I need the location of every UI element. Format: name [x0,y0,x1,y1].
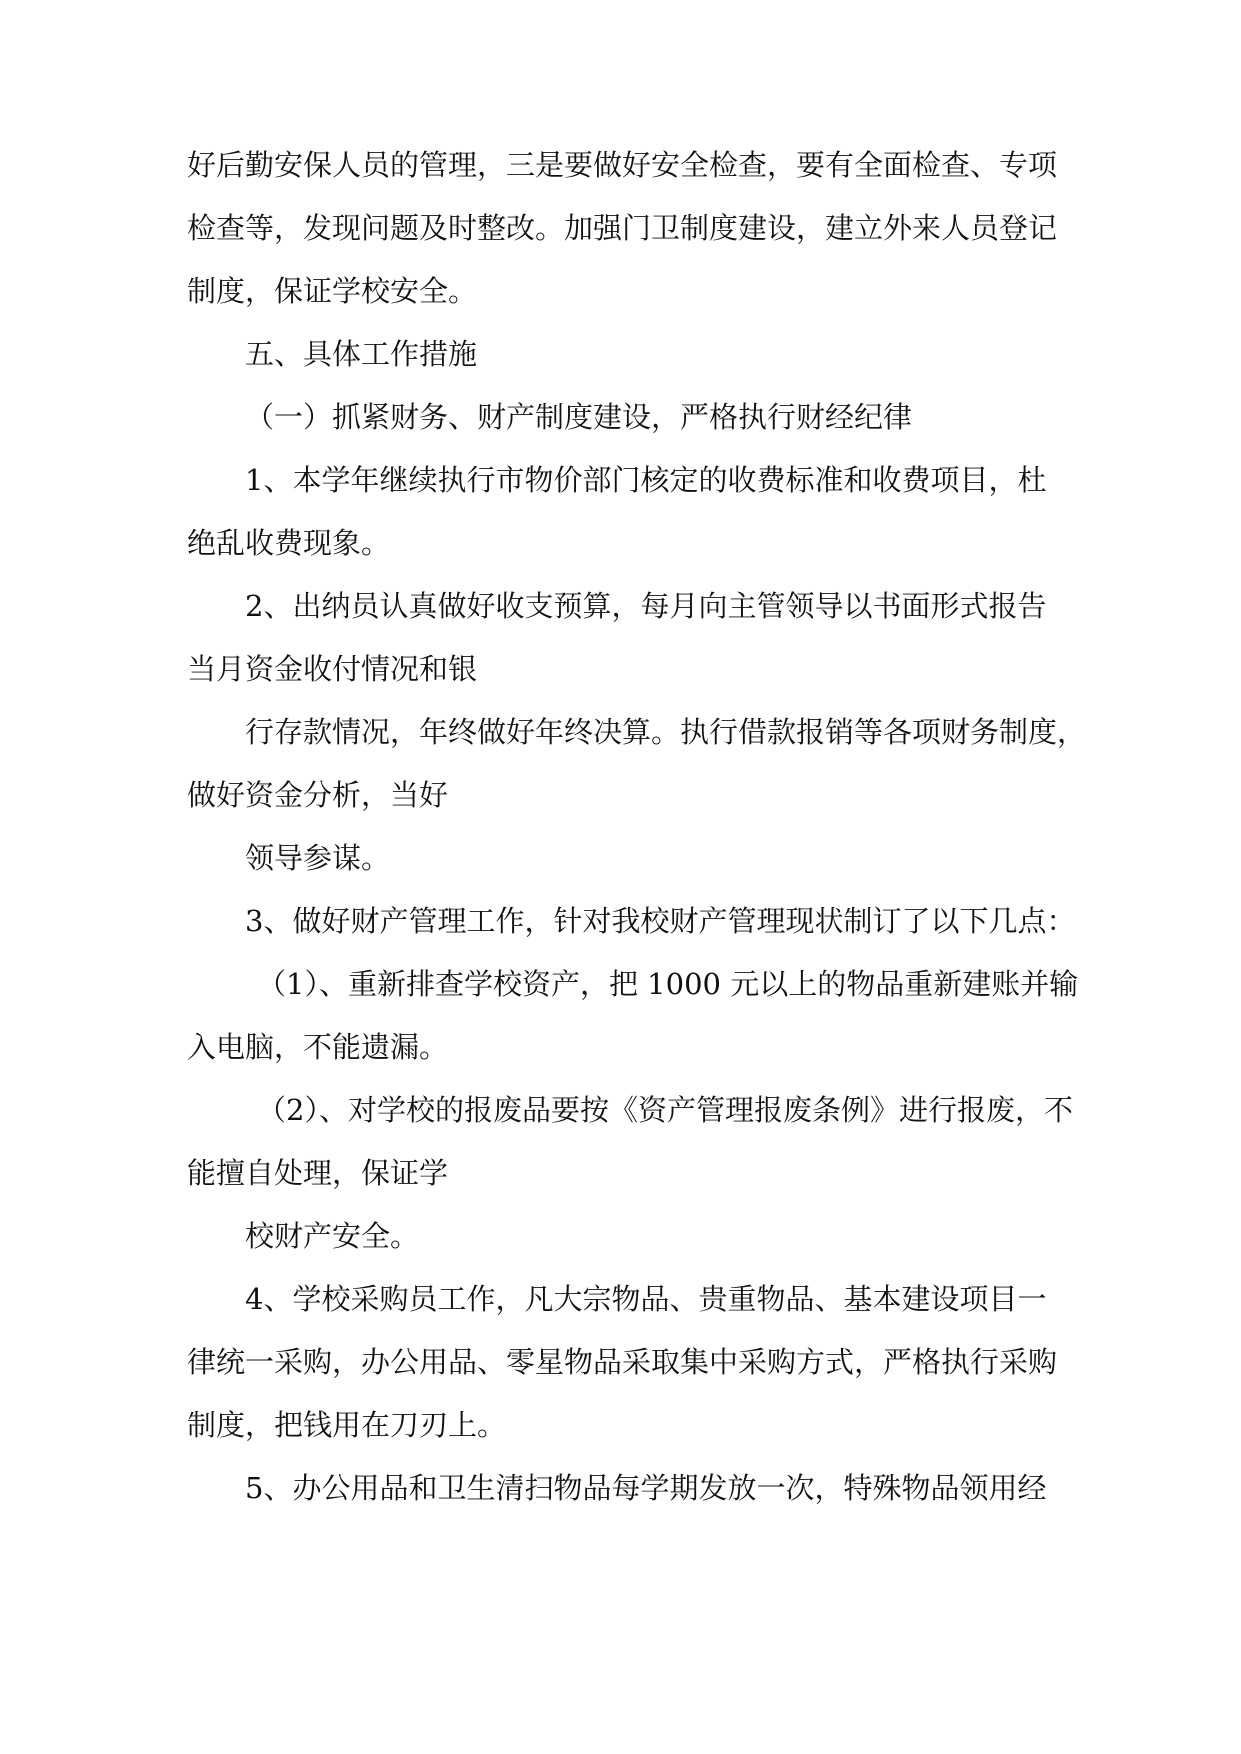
list-item-line: 5、办公用品和卫生清扫物品每学期发放一次，特殊物品领用经 [245,1471,1047,1505]
list-item-line: 4、学校采购员工作，凡大宗物品、贵重物品、基本建设项目一 [245,1282,1047,1316]
body-text-line: 绝乱收费现象。 [187,526,391,560]
body-text-line: 律统一采购，办公用品、零星物品采取集中采购方式，严格执行采购 [187,1345,1058,1379]
body-text-line: 制度，保证学校安全。 [187,274,478,308]
body-text-line: 好后勤安保人员的管理，三是要做好安全检查，要有全面检查、专项 [187,148,1058,182]
body-text-line: 入电脑，不能遗漏。 [187,1030,449,1064]
body-text-line: 行存款情况，年终做好年终决算。执行借款报销等各项财务制度， [245,715,1087,749]
list-item-line: 2、出纳员认真做好收支预算，每月向主管领导以书面形式报告 [245,589,1047,623]
section-heading: 五、具体工作措施 [245,337,478,371]
list-item-line: 1、本学年继续执行市物价部门核定的收费标准和收费项目，杜 [245,463,1047,497]
body-text-line: 检查等，发现问题及时整改。加强门卫制度建设，建立外来人员登记 [187,211,1058,245]
list-item-line: 3、做好财产管理工作，针对我校财产管理现状制订了以下几点： [245,904,1076,938]
body-text-line: 校财产安全。 [245,1219,420,1253]
body-text-line: 领导参谋。 [245,841,391,875]
body-text-line: 制度，把钱用在刀刃上。 [187,1408,507,1442]
sub-list-item-line: （1）、重新排查学校资产，把 1000 元以上的物品重新建账并输 [257,967,1079,1001]
body-text-line: 做好资金分析，当好 [187,778,449,812]
subsection-heading: （一）抓紧财务、财产制度建设，严格执行财经纪律 [245,400,913,434]
body-text-line: 能擅自处理，保证学 [187,1156,449,1190]
body-text-line: 当月资金收付情况和银 [187,652,478,686]
sub-list-item-line: （2）、对学校的报废品要按《资产管理报废条例》进行报废，不 [257,1093,1073,1127]
